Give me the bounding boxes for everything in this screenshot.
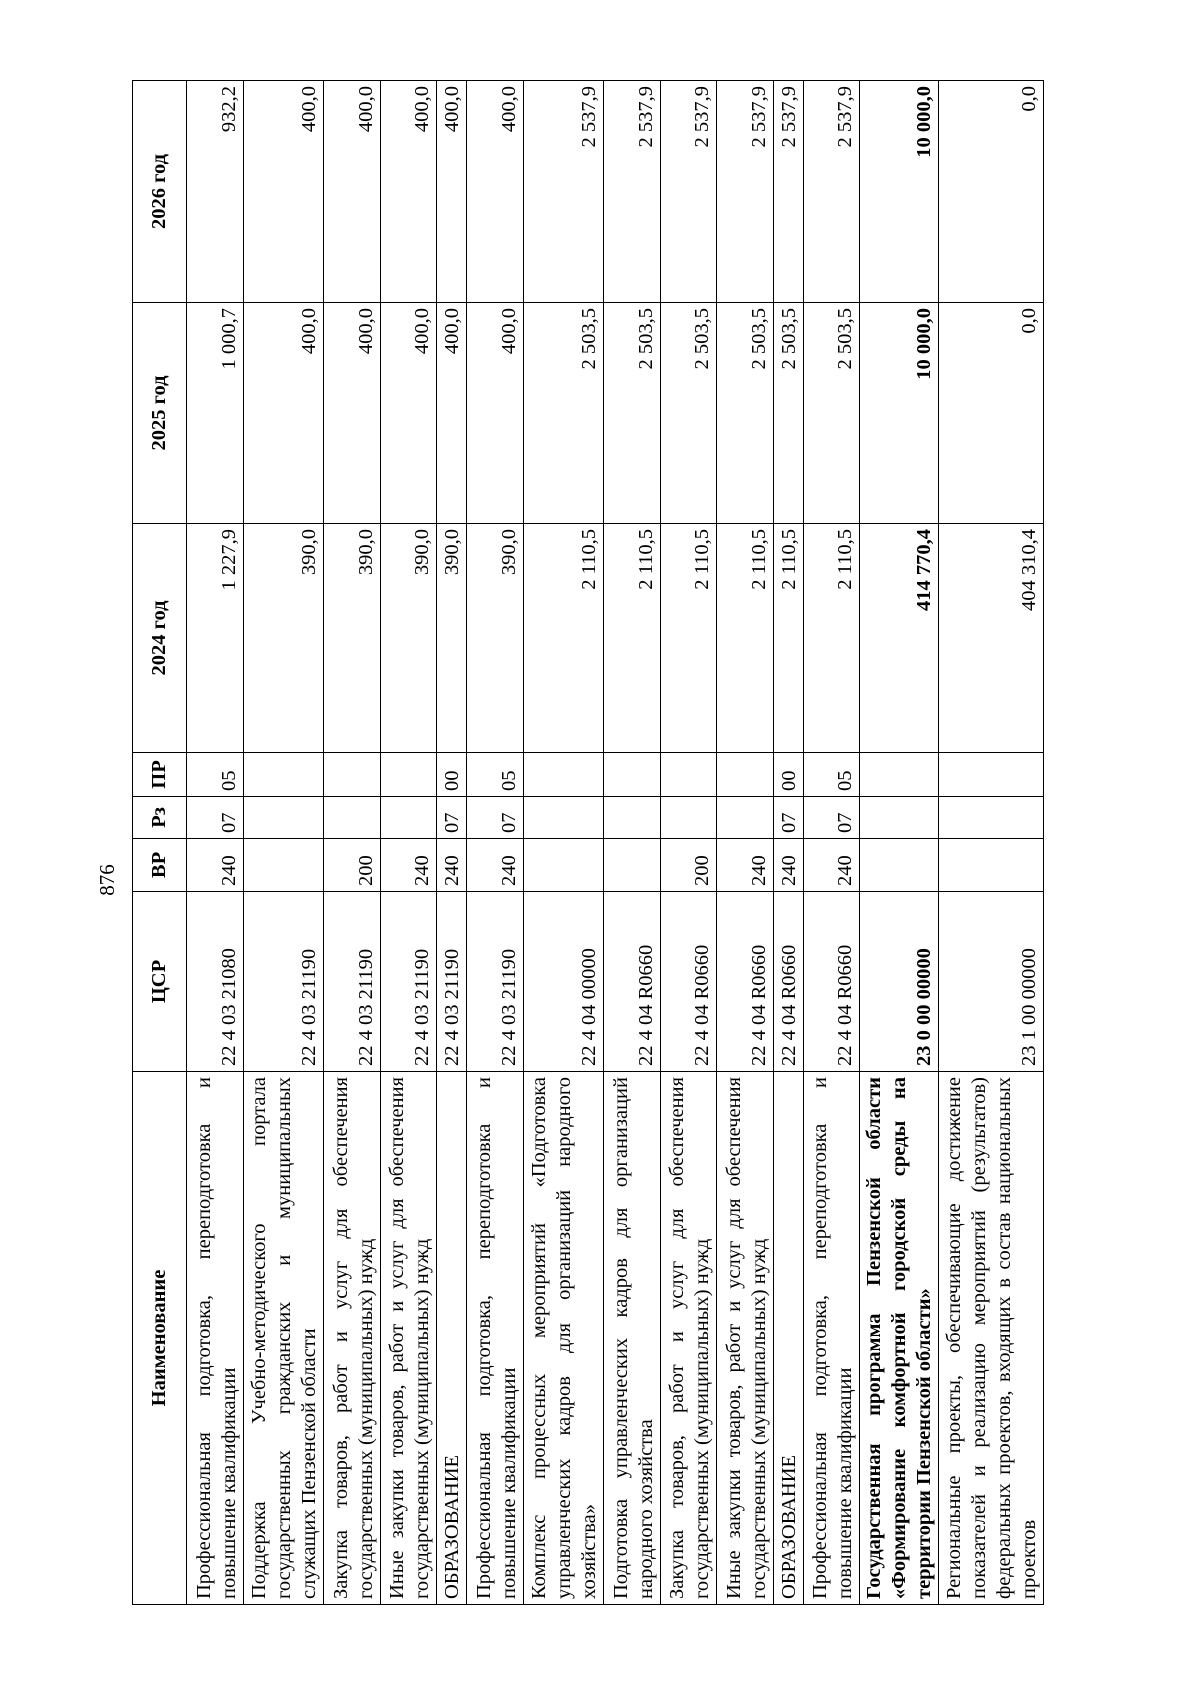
cell-y2024: 1 227,9 [187, 524, 244, 753]
budget-table [132, 80, 1044, 1605]
cell-rz: 07 [466, 797, 523, 839]
cell-csr: 22 4 03 21190 [243, 892, 323, 1072]
cell-y2025: 2 503,5 [603, 303, 660, 524]
cell-y2026: 2 537,9 [603, 81, 660, 303]
cell-rz [660, 797, 717, 839]
table-row [774, 81, 803, 1605]
cell-y2026: 2 537,9 [523, 81, 603, 303]
cell-y2024: 404 310,4 [939, 524, 1044, 753]
cell-rz: 07 [187, 797, 244, 839]
header-2025: 2025 год [133, 303, 187, 524]
table-row [523, 81, 603, 1605]
cell-vr: 240 [717, 839, 774, 892]
cell-name: Поддержка Учебно-методического портала государственных гражданских и муниципальных служащих Пензенской области [243, 1072, 323, 1605]
cell-rz [603, 797, 660, 839]
cell-y2025: 1 000,7 [187, 303, 244, 524]
cell-pr [660, 753, 717, 797]
cell-name: ОБРАЗОВАНИЕ [437, 1072, 466, 1605]
table-row [603, 81, 660, 1605]
cell-y2025: 400,0 [243, 303, 323, 524]
page-number: 876 [95, 864, 119, 896]
cell-y2024: 2 110,5 [523, 524, 603, 753]
cell-y2024: 2 110,5 [774, 524, 803, 753]
cell-csr: 22 4 04 R0660 [660, 892, 717, 1072]
cell-vr: 240 [774, 839, 803, 892]
cell-rz [523, 797, 603, 839]
cell-y2024: 390,0 [323, 524, 380, 753]
cell-y2025: 2 503,5 [774, 303, 803, 524]
table-row [939, 81, 1044, 1605]
table-row [717, 81, 774, 1605]
cell-y2026: 2 537,9 [803, 81, 860, 303]
cell-y2024: 390,0 [437, 524, 466, 753]
cell-name: Профессиональная подготовка, переподготовка и повышение квалификации [187, 1072, 244, 1605]
cell-name: Профессиональная подготовка, переподготовка и повышение квалификации [803, 1072, 860, 1605]
cell-pr [603, 753, 660, 797]
cell-csr: 22 4 03 21190 [380, 892, 437, 1072]
table-row [187, 81, 244, 1605]
table-row [380, 81, 437, 1605]
cell-rz [380, 797, 437, 839]
cell-y2024: 390,0 [380, 524, 437, 753]
cell-vr [243, 839, 323, 892]
cell-pr [939, 753, 1044, 797]
cell-y2026: 10 000,0 [860, 81, 939, 303]
cell-rz [243, 797, 323, 839]
cell-csr: 22 4 03 21190 [323, 892, 380, 1072]
cell-vr [603, 839, 660, 892]
cell-y2026: 2 537,9 [717, 81, 774, 303]
cell-name: Подготовка управленческих кадров для организаций народного хозяйства [603, 1072, 660, 1605]
cell-name: Государственная программа Пензенской области «Формирование комфортной городской среды на территории Пензенской области» [860, 1072, 939, 1605]
cell-y2024: 390,0 [466, 524, 523, 753]
cell-rz: 07 [774, 797, 803, 839]
header-row [133, 81, 187, 1605]
cell-rz [323, 797, 380, 839]
cell-pr: 00 [774, 753, 803, 797]
cell-y2024: 414 770,4 [860, 524, 939, 753]
cell-rz [860, 797, 939, 839]
cell-csr: 23 0 00 00000 [860, 892, 939, 1072]
cell-vr: 240 [187, 839, 244, 892]
header-vr: ВР [133, 839, 187, 892]
cell-y2026: 0,0 [939, 81, 1044, 303]
cell-pr [380, 753, 437, 797]
cell-csr: 22 4 03 21080 [187, 892, 244, 1072]
table-row [660, 81, 717, 1605]
cell-y2025: 400,0 [380, 303, 437, 524]
cell-vr [939, 839, 1044, 892]
cell-pr [243, 753, 323, 797]
cell-csr: 22 4 04 R0660 [774, 892, 803, 1072]
cell-csr: 22 4 03 21190 [437, 892, 466, 1072]
cell-pr [717, 753, 774, 797]
cell-csr: 22 4 04 R0660 [803, 892, 860, 1072]
header-csr: ЦСР [133, 892, 187, 1072]
cell-y2026: 400,0 [380, 81, 437, 303]
cell-vr: 200 [323, 839, 380, 892]
cell-y2026: 2 537,9 [774, 81, 803, 303]
cell-vr: 240 [380, 839, 437, 892]
cell-csr: 23 1 00 00000 [939, 892, 1044, 1072]
cell-rz: 07 [437, 797, 466, 839]
cell-y2026: 932,2 [187, 81, 244, 303]
cell-name: ОБРАЗОВАНИЕ [774, 1072, 803, 1605]
table-row [243, 81, 323, 1605]
cell-pr [523, 753, 603, 797]
cell-rz: 07 [803, 797, 860, 839]
cell-y2025: 10 000,0 [860, 303, 939, 524]
cell-vr [860, 839, 939, 892]
budget-table-region [132, 81, 1200, 1599]
cell-vr: 200 [660, 839, 717, 892]
cell-pr: 05 [466, 753, 523, 797]
cell-y2026: 2 537,9 [660, 81, 717, 303]
header-name: Наименование [133, 1072, 187, 1605]
table-row [803, 81, 860, 1605]
cell-y2025: 2 503,5 [717, 303, 774, 524]
header-2026: 2026 год [133, 81, 187, 303]
cell-y2024: 2 110,5 [660, 524, 717, 753]
cell-y2024: 2 110,5 [603, 524, 660, 753]
cell-y2025: 2 503,5 [660, 303, 717, 524]
cell-y2025: 0,0 [939, 303, 1044, 524]
header-pr: ПР [133, 753, 187, 797]
cell-y2025: 400,0 [466, 303, 523, 524]
budget-table-rotated [132, 81, 1044, 1605]
cell-pr: 05 [187, 753, 244, 797]
cell-rz [939, 797, 1044, 839]
cell-csr: 22 4 04 R0660 [603, 892, 660, 1072]
table-row [860, 81, 939, 1605]
cell-vr: 240 [437, 839, 466, 892]
cell-y2025: 400,0 [323, 303, 380, 524]
cell-rz [717, 797, 774, 839]
cell-y2024: 390,0 [243, 524, 323, 753]
cell-name: Закупка товаров, работ и услуг для обеспечения государственных (муниципальных) нужд [660, 1072, 717, 1605]
cell-y2026: 400,0 [243, 81, 323, 303]
cell-name: Профессиональная подготовка, переподготовка и повышение квалификации [466, 1072, 523, 1605]
cell-vr: 240 [803, 839, 860, 892]
cell-csr: 22 4 03 21190 [466, 892, 523, 1072]
cell-pr: 05 [803, 753, 860, 797]
cell-y2025: 2 503,5 [523, 303, 603, 524]
table-row [323, 81, 380, 1605]
cell-y2026: 400,0 [466, 81, 523, 303]
header-rz: Рз [133, 797, 187, 839]
cell-name: Региональные проекты, обеспечивающие достижение показателей и реализацию мероприятий (результатов) федеральных проектов, входящих в состав национальных проектов [939, 1072, 1044, 1605]
cell-y2025: 2 503,5 [803, 303, 860, 524]
cell-vr [523, 839, 603, 892]
cell-y2025: 400,0 [437, 303, 466, 524]
cell-name: Закупка товаров, работ и услуг для обеспечения государственных (муниципальных) нужд [323, 1072, 380, 1605]
cell-vr: 240 [466, 839, 523, 892]
header-2024: 2024 год [133, 524, 187, 753]
cell-y2026: 400,0 [323, 81, 380, 303]
cell-name: Комплекс процессных мероприятий «Подготовка управленческих кадров для организаций народного хозяйства» [523, 1072, 603, 1605]
cell-pr: 00 [437, 753, 466, 797]
cell-csr: 22 4 04 R0660 [717, 892, 774, 1072]
table-row [466, 81, 523, 1605]
cell-y2026: 400,0 [437, 81, 466, 303]
cell-y2024: 2 110,5 [717, 524, 774, 753]
cell-y2024: 2 110,5 [803, 524, 860, 753]
cell-name: Иные закупки товаров, работ и услуг для обеспечения государственных (муниципальных) нужд [380, 1072, 437, 1605]
table-row [437, 81, 466, 1605]
cell-name: Иные закупки товаров, работ и услуг для обеспечения государственных (муниципальных) нужд [717, 1072, 774, 1605]
cell-pr [323, 753, 380, 797]
cell-csr: 22 4 04 00000 [523, 892, 603, 1072]
cell-pr [860, 753, 939, 797]
table-body [187, 81, 1044, 1605]
